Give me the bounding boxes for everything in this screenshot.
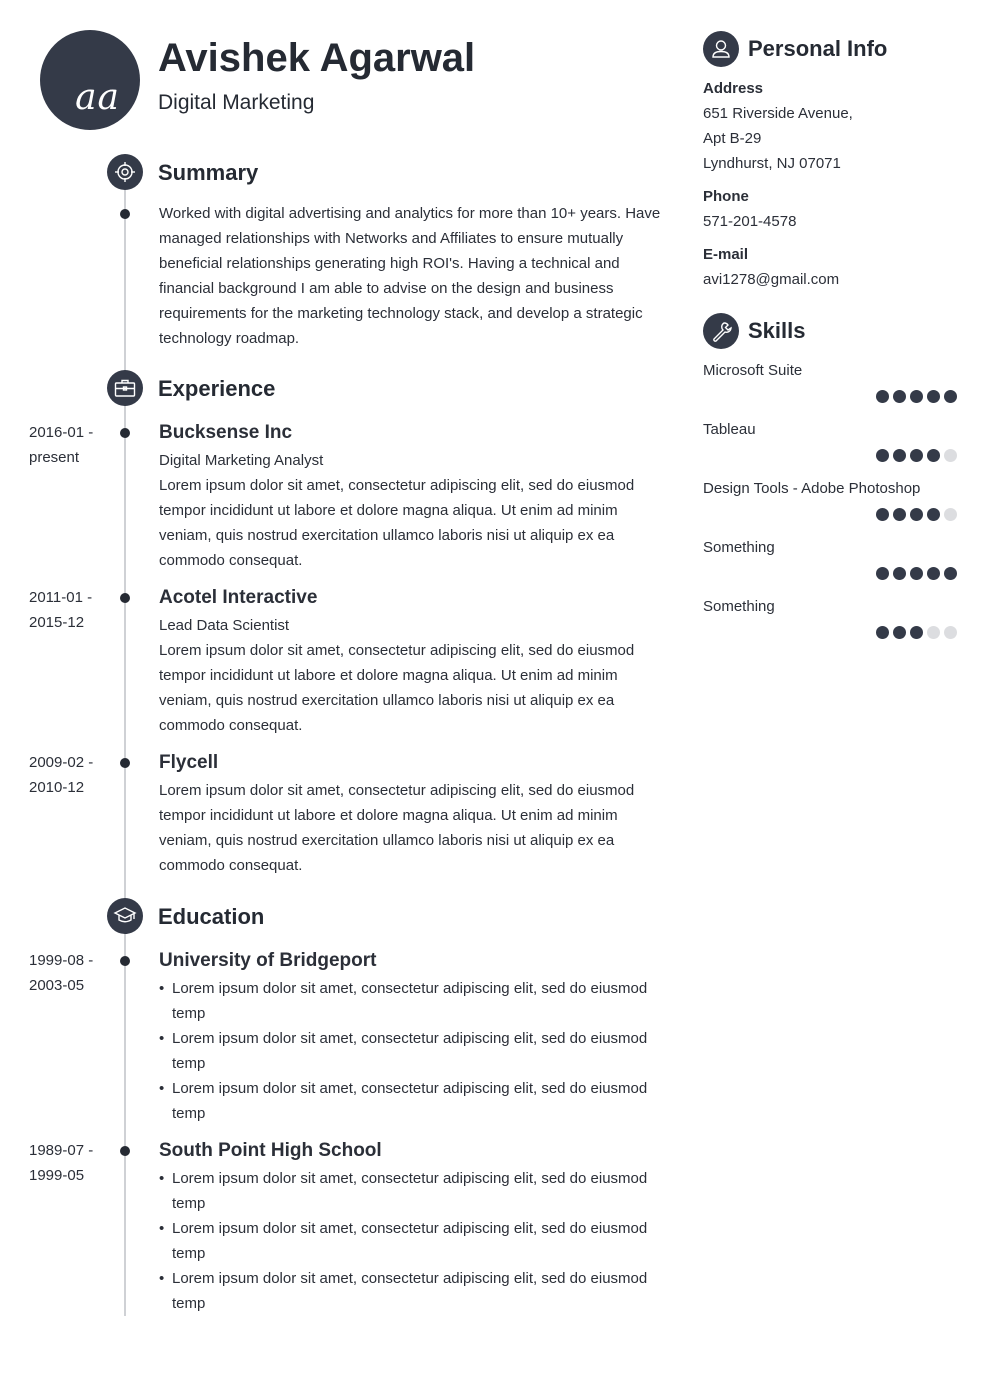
rating-dot-filled (893, 567, 906, 580)
skill-name: Design Tools - Adobe Photoshop (703, 480, 921, 497)
rating-dot-filled (893, 449, 906, 462)
job-role: Digital Marketing Analyst (159, 452, 324, 469)
education-heading: Education (158, 904, 265, 929)
company-name: Flycell (159, 752, 219, 773)
company-name: Bucksense Inc (159, 422, 293, 443)
monogram-initials: aa (75, 77, 120, 118)
personal-info-heading: Personal Info (748, 36, 888, 61)
summary-heading: Summary (158, 160, 259, 185)
rating-dot-empty (944, 508, 957, 521)
date-end: 2003-05 (29, 977, 85, 994)
timeline-dot (120, 1146, 130, 1156)
rating-dot-filled (893, 508, 906, 521)
timeline-dot (120, 209, 130, 219)
summary-text: Worked with digital advertising and analytics for more than 10+ years. Have managed relationships with Networks and Affiliates to ensure mutually beneficial relationships generating high ROI's. Having a technical and financial background I am able to advise on the design and business requirements for the marketing technology stack, and develop a strategic technology roadmap. (159, 205, 661, 347)
list-item: • Lorem ipsum dolor sit amet, consectetur adipiscing elit, sed do eiusmod temp (159, 1166, 669, 1216)
skill-rating (876, 567, 957, 580)
education-date (29, 1138, 109, 1188)
target-icon (107, 154, 143, 190)
briefcase-icon (107, 370, 143, 406)
skills-heading: Skills (748, 318, 806, 343)
rating-dot-filled (944, 567, 957, 580)
timeline-dot (120, 593, 130, 603)
rating-dot-filled (910, 567, 923, 580)
rating-dot-filled (876, 508, 889, 521)
job-description: Lorem ipsum dolor sit amet, consectetur adipiscing elit, sed do eiusmod tempor incididunt ut labore et dolore magna aliqua. Ut enim ad minim veniam, quis nostrud exercitation ullamco laboris nisi ut aliquip ex ea commodo consequat. (159, 642, 635, 734)
date-end: 2010-12 (29, 779, 85, 796)
experience-entry (159, 752, 669, 878)
person-icon (703, 31, 739, 67)
skill-rating (876, 449, 957, 462)
date-start: 2011-01 - (29, 589, 93, 606)
rating-dot-empty (944, 626, 957, 639)
rating-dot-empty (927, 626, 940, 639)
date-start: 1999-08 - (29, 952, 94, 969)
education-date (29, 948, 109, 998)
skill-rating (876, 626, 957, 639)
job-role: Lead Data Scientist (159, 617, 290, 634)
experience-date (29, 420, 109, 470)
list-item: • Lorem ipsum dolor sit amet, consectetur adipiscing elit, sed do eiusmod temp (159, 1266, 669, 1316)
list-item: • Lorem ipsum dolor sit amet, consectetur adipiscing elit, sed do eiusmod temp (159, 1216, 669, 1266)
rating-dot-filled (876, 567, 889, 580)
company-name: Acotel Interactive (159, 587, 318, 608)
graduation-cap-icon (107, 898, 143, 934)
rating-dot-filled (927, 449, 940, 462)
date-start: 2009-02 - (29, 754, 94, 771)
experience-entry (159, 422, 669, 573)
timeline-dot (120, 758, 130, 768)
address-label: Address (703, 80, 764, 97)
skill-rating (876, 508, 957, 521)
date-start: 2016-01 - (29, 424, 94, 441)
education-entry (159, 1140, 669, 1316)
address-line: 651 Riverside Avenue, (703, 105, 853, 122)
phone-value: 571-201-4578 (703, 213, 797, 230)
timeline-dot (120, 956, 130, 966)
skill-name: Something (703, 598, 775, 615)
job-description: Lorem ipsum dolor sit amet, consectetur adipiscing elit, sed do eiusmod tempor incididunt ut labore et dolore magna aliqua. Ut enim ad minim veniam, quis nostrud exercitation ullamco laboris nisi ut aliquip ex ea commodo consequat. (159, 782, 635, 874)
list-item: • Lorem ipsum dolor sit amet, consectetur adipiscing elit, sed do eiusmod temp (159, 1076, 669, 1126)
experience-date (29, 750, 109, 800)
rating-dot-filled (910, 390, 923, 403)
rating-dot-filled (910, 508, 923, 521)
education-bullets (159, 1166, 669, 1316)
address-value (703, 101, 853, 176)
rating-dot-filled (893, 390, 906, 403)
rating-dot-filled (876, 449, 889, 462)
rating-dot-filled (893, 626, 906, 639)
rating-dot-empty (944, 449, 957, 462)
phone-label: Phone (703, 188, 749, 205)
rating-dot-filled (927, 567, 940, 580)
school-name: South Point High School (159, 1140, 382, 1161)
list-item: • Lorem ipsum dolor sit amet, consectetur adipiscing elit, sed do eiusmod temp (159, 1026, 669, 1076)
date-end: 2015-12 (29, 614, 85, 631)
date-start: 1989-07 - (29, 1142, 94, 1159)
education-entry (159, 950, 669, 1126)
experience-date (29, 585, 109, 635)
candidate-name: Avishek Agarwal (158, 36, 476, 80)
candidate-title: Digital Marketing (158, 91, 315, 114)
skill-name: Tableau (703, 421, 756, 438)
list-item: • Lorem ipsum dolor sit amet, consectetur adipiscing elit, sed do eiusmod temp (159, 976, 669, 1026)
rating-dot-filled (927, 508, 940, 521)
school-name: University of Bridgeport (159, 950, 377, 971)
address-line: Apt B-29 (703, 130, 762, 147)
monogram-avatar (40, 30, 140, 130)
rating-dot-filled (910, 626, 923, 639)
skill-name: Something (703, 539, 775, 556)
wrench-icon (703, 313, 739, 349)
rating-dot-filled (876, 390, 889, 403)
date-end: present (29, 449, 80, 466)
job-description: Lorem ipsum dolor sit amet, consectetur adipiscing elit, sed do eiusmod tempor incididunt ut labore et dolore magna aliqua. Ut enim ad minim veniam, quis nostrud exercitation ullamco laboris nisi ut aliquip ex ea commodo consequat. (159, 477, 635, 569)
experience-entry (159, 587, 669, 738)
skill-name: Microsoft Suite (703, 362, 803, 379)
email-value: avi1278@gmail.com (703, 271, 840, 288)
rating-dot-filled (910, 449, 923, 462)
address-line: Lyndhurst, NJ 07071 (703, 155, 841, 172)
email-label: E-mail (703, 246, 749, 263)
date-end: 1999-05 (29, 1167, 85, 1184)
skill-rating (876, 390, 957, 403)
rating-dot-filled (876, 626, 889, 639)
experience-heading: Experience (158, 376, 276, 401)
rating-dot-filled (944, 390, 957, 403)
education-bullets (159, 976, 669, 1126)
rating-dot-filled (927, 390, 940, 403)
timeline-dot (120, 428, 130, 438)
